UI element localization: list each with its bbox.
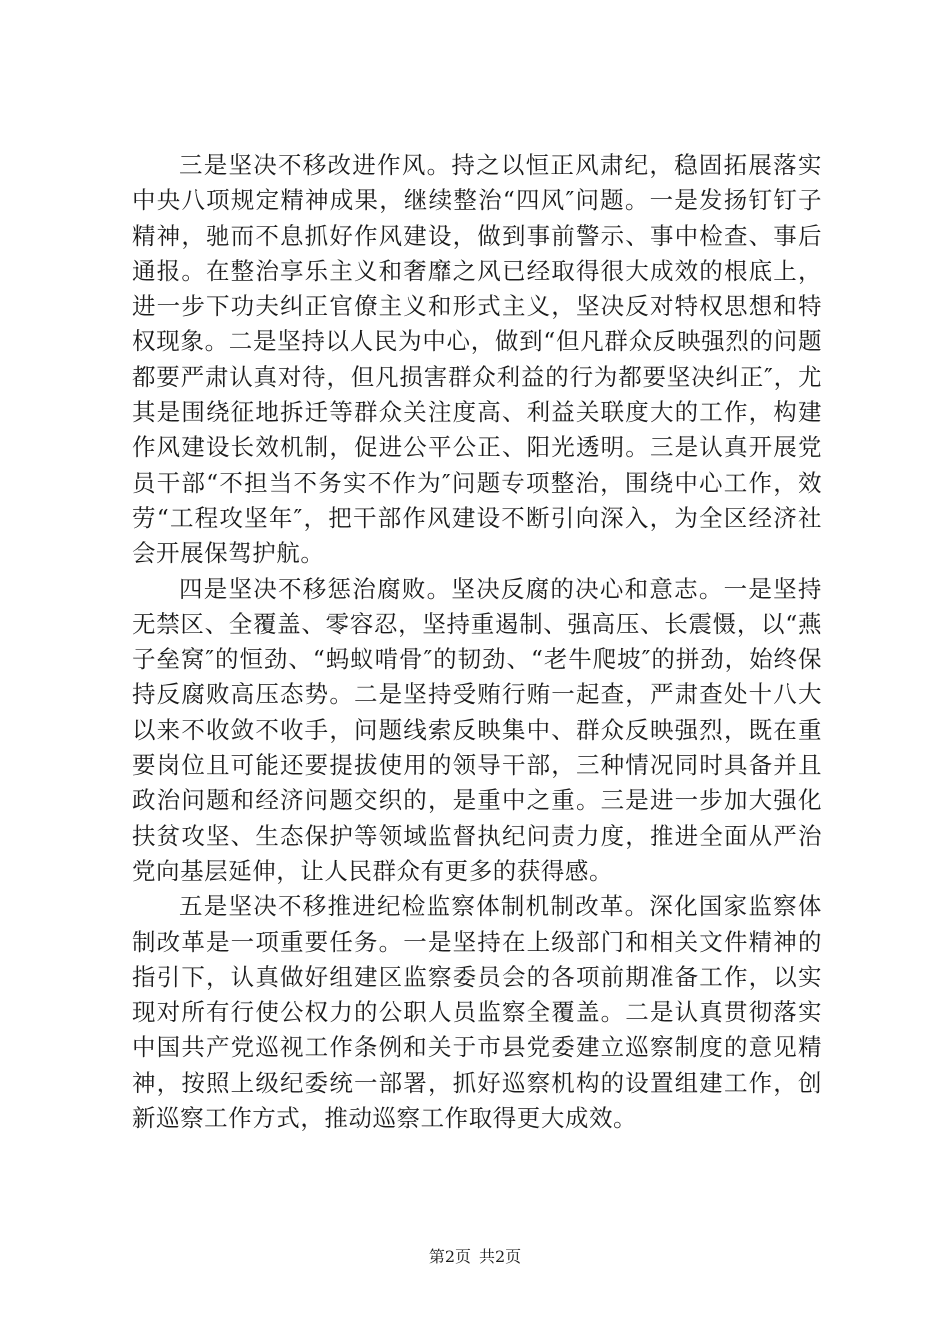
paragraph-improve-style: 三是坚决不移改进作风。持之以恒正风肃纪，稳固拓展落实中央八项规定精神成果，继续整治“四风″问题。一是发扬钉钉子精神，驰而不息抓好作风建设，做到事前警示、事中检查、事后通报。在整治享乐主义和奢靡之风已经取得很大成效的根底上，进一步下功夫纠正官僚主义和形式主义，坚决反对特权思想和特权现象。二是坚持以人民为中心，做到“但凡群众反映强烈的问题都要严肃认真对待，但凡损害群众利益的行为都要坚决纠正″，尤其是围绕征地拆迁等群众关注度高、利益关联度大的工作，构建作风建设长效机制，促进公平公正、阳光透明。三是认真开展党员干部“不担当不务实不作为″问题专项整治，围绕中心工作，效劳“工程攻坚年″，把干部作风建设不断引向深入，为全区经济社会开展保驾护航。 <box>132 151 822 568</box>
paragraph-supervision-reform: 五是坚决不移推进纪检监察体制机制改革。深化国家监察体制改革是一项重要任务。一是坚持在上级部门和相关文件精神的指引下，认真做好组建区监察委员会的各项前期准备工作，以实现对所有行使公权力的公职人员监察全覆盖。二是认真贯彻落实中国共产党巡视工作条例和关于市县党委建立巡察制度的意见精神，按照上级纪委统一部署，抓好巡察机构的设置组建工作，创新巡察工作方式，推动巡察工作取得更大成效。 <box>132 892 822 1133</box>
page-footer <box>0 1244 950 1267</box>
page-number-total: 共2页 <box>479 1247 522 1266</box>
paragraph-punish-corruption: 四是坚决不移惩治腐败。坚决反腐的决心和意志。一是坚持无禁区、全覆盖、零容忍，坚持重遏制、强高压、长震慑，以“燕子垒窝″的恒劲、“蚂蚁啃骨″的韧劲、“老牛爬坡″的拼劲，始终保持反腐败高压态势。二是坚持受贿行贿一起查，严肃查处十八大以来不收敛不收手，问题线索反映集中、群众反映强烈，既在重要岗位且可能还要提拔使用的领导干部，三种情况同时具备并且政治问题和经济问题交织的，是重中之重。三是进一步加大强化扶贫攻坚、生态保护等领域监督执纪问责力度，推进全面从严治党向基层延伸，让人民群众有更多的获得感。 <box>132 574 822 885</box>
page-number-current: 第2页 <box>428 1247 471 1266</box>
document-body <box>132 148 822 1136</box>
